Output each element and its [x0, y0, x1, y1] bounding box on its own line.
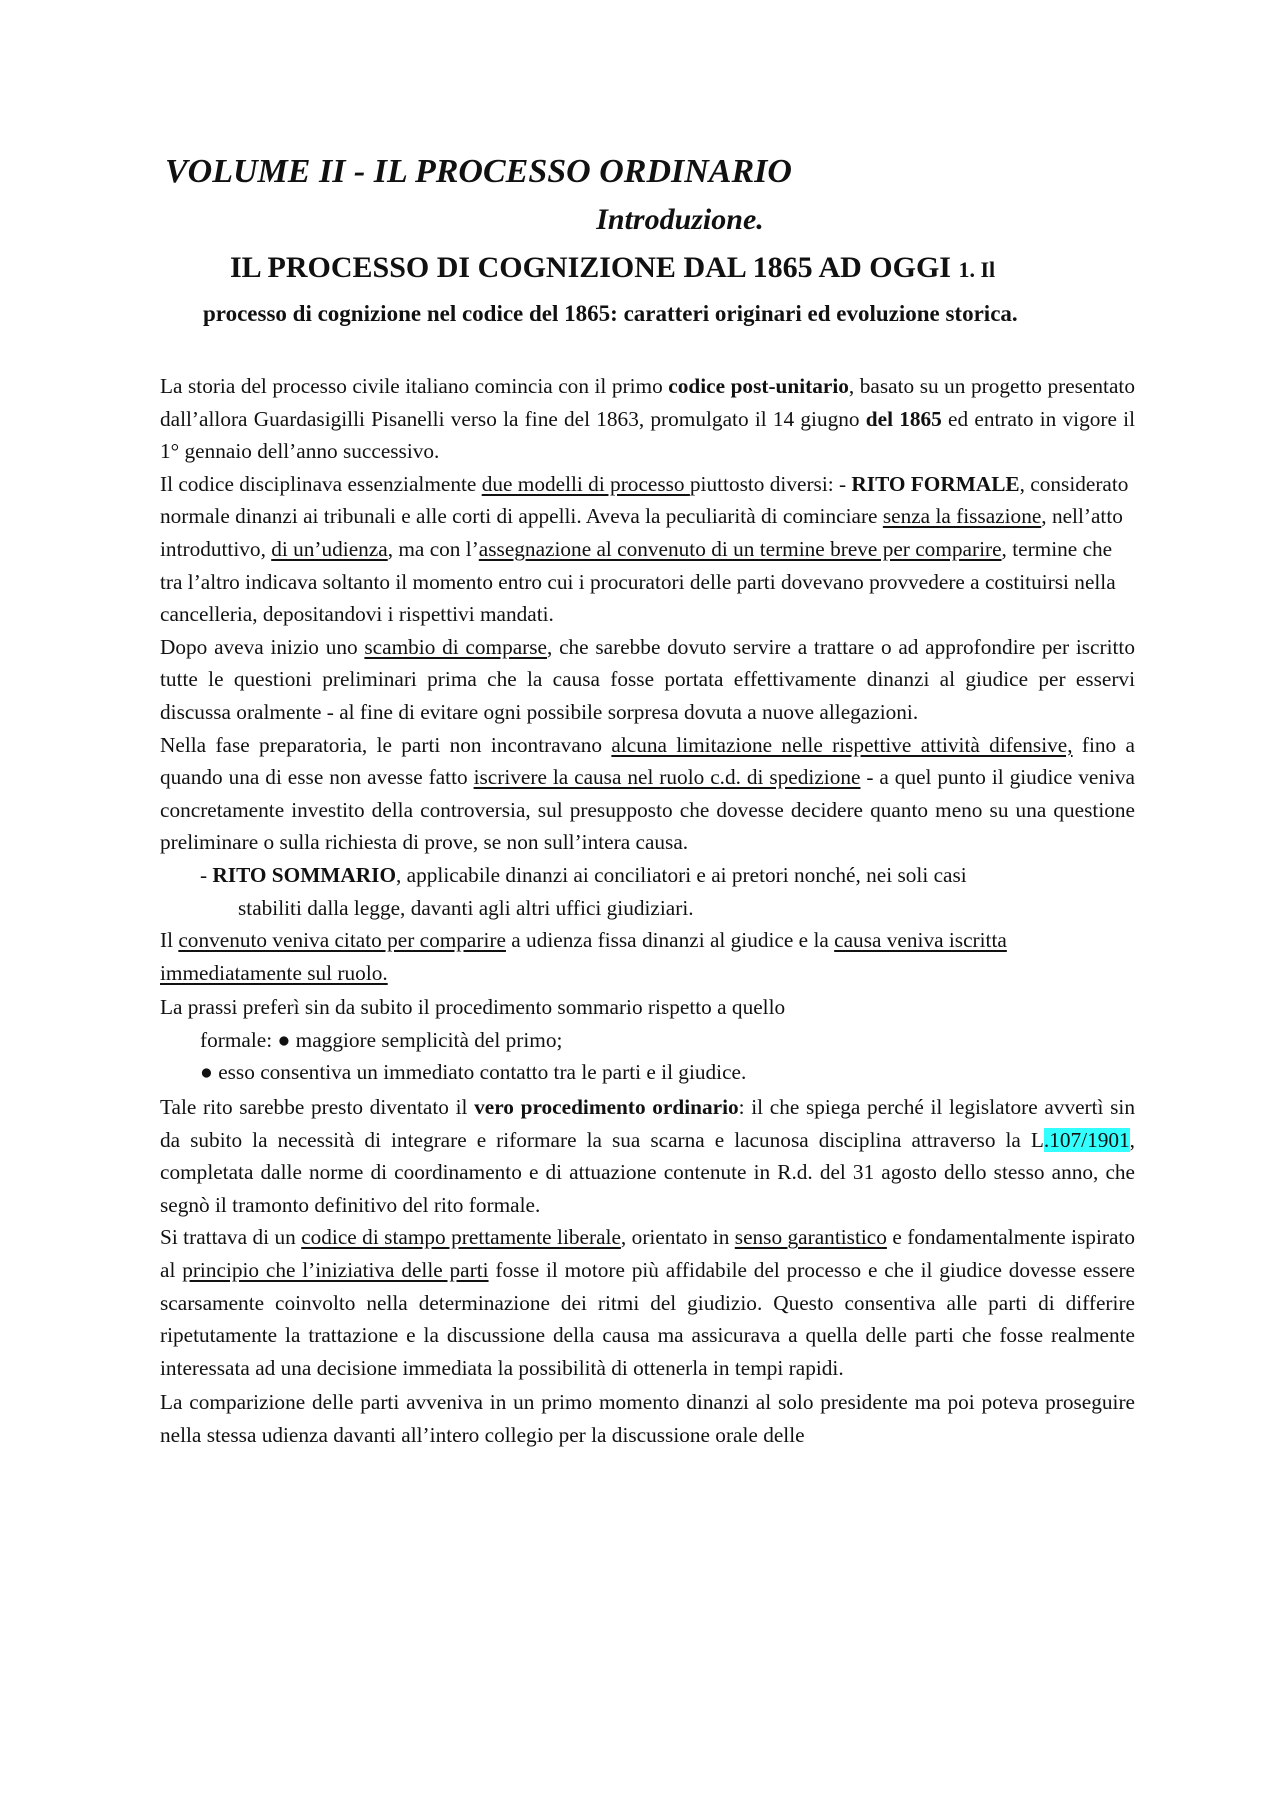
- section-number: 1. Il: [958, 257, 996, 282]
- paragraph-5-continued: [160, 892, 1135, 925]
- text: Tale rito sarebbe presto diventato il: [160, 1095, 475, 1120]
- paragraph-10: [160, 1386, 1135, 1451]
- text: Il: [160, 928, 179, 953]
- paragraph-9: [160, 1221, 1135, 1384]
- underlined-text: senso garantistico: [734, 1225, 887, 1250]
- bold-text: RITO SOMMARIO: [212, 862, 397, 887]
- underlined-text: principio che l’iniziativa delle parti: [182, 1258, 489, 1283]
- bold-text: del 1865: [865, 406, 942, 431]
- underlined-text: scambio di comparse: [364, 634, 548, 659]
- text: , basato su un progetto presentato dall’allora Guardasigilli Pisanelli verso la fine del 1863, promulgato il 14 giugno: [160, 374, 1135, 431]
- paragraph-8: [160, 1091, 1135, 1221]
- text: formale: ● maggiore semplicità del primo;: [200, 1027, 563, 1052]
- text: , che sarebbe dovuto servire a trattare o ad approfondire per iscritto tutte le questioni preliminari prima che la causa fosse portata effettivamente dinanzi al giudice per esservi discussa oralmente - al fine di evitare ogni possibile sorpresa dovuta a nuove allegazioni.: [160, 634, 1135, 724]
- bold-text: RITO FORMALE: [851, 471, 1020, 496]
- bullet-item-2: [160, 1056, 1135, 1089]
- underlined-text: convenuto veniva citato per comparire: [178, 928, 506, 953]
- text: , orientato in: [620, 1225, 735, 1250]
- text: , applicabile dinanzi ai conciliatori e ai pretori nonché, nei soli casi: [396, 862, 967, 887]
- section-title: processo di cognizione nel codice del 1865: caratteri originari ed evoluzione storica.: [203, 301, 1018, 326]
- underlined-text: di un’udienza: [271, 536, 388, 561]
- text: , considerato normale dinanzi ai tribunali e alle corti di appelli. Aveva la peculiarità di cominciare: [160, 471, 1129, 529]
- underlined-text: alcuna limitazione nelle rispettive attività difensive,: [611, 732, 1073, 757]
- bullet-item-1: [160, 1024, 1135, 1057]
- underlined-text: causa veniva iscritta immediatamente sul ruolo.: [160, 928, 1007, 985]
- chapter-title-text: IL PROCESSO DI COGNIZIONE DAL 1865 AD OGGI: [230, 251, 951, 284]
- paragraph-1: [160, 370, 1135, 468]
- text: piuttosto diversi: -: [689, 471, 852, 496]
- text: stabiliti dalla legge, davanti agli altri uffici giudiziari.: [238, 895, 694, 920]
- text: La comparizione delle parti avveniva in un primo momento dinanzi al solo presidente ma poi poteva proseguire nella stessa udienza davanti all’intero collegio per la discussione orale delle: [160, 1390, 1135, 1447]
- paragraph-3: [160, 631, 1135, 729]
- text: e fondamentalmente ispirato al: [160, 1225, 1135, 1283]
- volume-title: VOLUME II - IL PROCESSO ORDINARIO: [165, 153, 792, 190]
- text: Nella fase preparatoria, le parti non incontravano: [160, 732, 612, 757]
- paragraph-5: [160, 859, 1135, 892]
- text: fosse il motore più affidabile del processo e che il giudice dovesse essere scarsamente coinvolto nella determinazione dei ritmi del giudizio. Questo consentiva alle parti di differire ripetutamente la trattazione e la discussione della causa ma assicurava a quella delle parti che fosse realmente interessata ad una decisione immediata la possibilità di ottenerla in tempi rapidi.: [160, 1258, 1135, 1380]
- underlined-text: due modelli di processo: [481, 471, 690, 496]
- paragraph-2: [160, 468, 1135, 631]
- text: La storia del processo civile italiano comincia con il primo: [160, 374, 669, 398]
- paragraph-6: [160, 924, 1135, 989]
- text: , nell’atto introduttivo,: [160, 504, 1123, 561]
- text: - a quel punto il giudice veniva concretamente investito della controversia, sul presupposto che dovesse decidere quanto meno su una questione preliminare o sulla richiesta di prove, se non sull’intera causa.: [160, 765, 1135, 855]
- introduction-heading: Introduzione.: [596, 203, 764, 236]
- text: Si trattava di un: [160, 1225, 302, 1250]
- paragraph-7: [160, 991, 1135, 1024]
- text: , termine che tra l’altro indicava soltanto il momento entro cui i procuratori delle parti dovevano provvedere a costituirsi nella cancelleria, depositandovi i rispettivi mandati.: [160, 536, 1116, 627]
- text: , ma con l’: [387, 536, 479, 561]
- underlined-text: iscrivere la causa nel ruolo c.d. di spedizione: [473, 765, 861, 790]
- chapter-title: [230, 248, 995, 290]
- text: Dopo aveva inizio uno: [160, 634, 365, 659]
- text: a udienza fissa dinanzi al giudice e la: [505, 928, 835, 953]
- text: fino a quando una di esse non avesse fatto: [160, 732, 1135, 790]
- text: : il che spiega perché il legislatore avvertì sin da subito la necessità di integrare e riformare la sua scarna e lacunosa disciplina attraverso la L: [160, 1095, 1135, 1152]
- paragraph-4: [160, 729, 1135, 859]
- document-body: [160, 370, 1135, 1452]
- text: , completata dalle norme di coordinamento e di attuazione contenute in R.d. del 31 agosto dello stesso anno, che segnò il tramonto definitivo del rito formale.: [160, 1127, 1135, 1217]
- text: -: [200, 862, 213, 887]
- underlined-text: codice di stampo prettamente liberale: [301, 1225, 621, 1250]
- text: ed entrato in vigore il 1° gennaio dell’anno successivo.: [160, 406, 1135, 464]
- text: ● esso consentiva un immediato contatto tra le parti e il giudice.: [200, 1060, 747, 1085]
- highlighted-text: .107/1901: [1043, 1127, 1130, 1152]
- bold-text: vero procedimento ordinario: [474, 1095, 739, 1120]
- underlined-text: assegnazione al convenuto di un termine breve per comparire: [478, 536, 1002, 561]
- text: La prassi preferì sin da subito il procedimento sommario rispetto a quello: [160, 995, 786, 1020]
- text: Il codice disciplinava essenzialmente: [160, 471, 482, 496]
- underlined-text: senza la fissazione: [882, 504, 1042, 529]
- bold-text: codice post-unitario: [668, 374, 849, 398]
